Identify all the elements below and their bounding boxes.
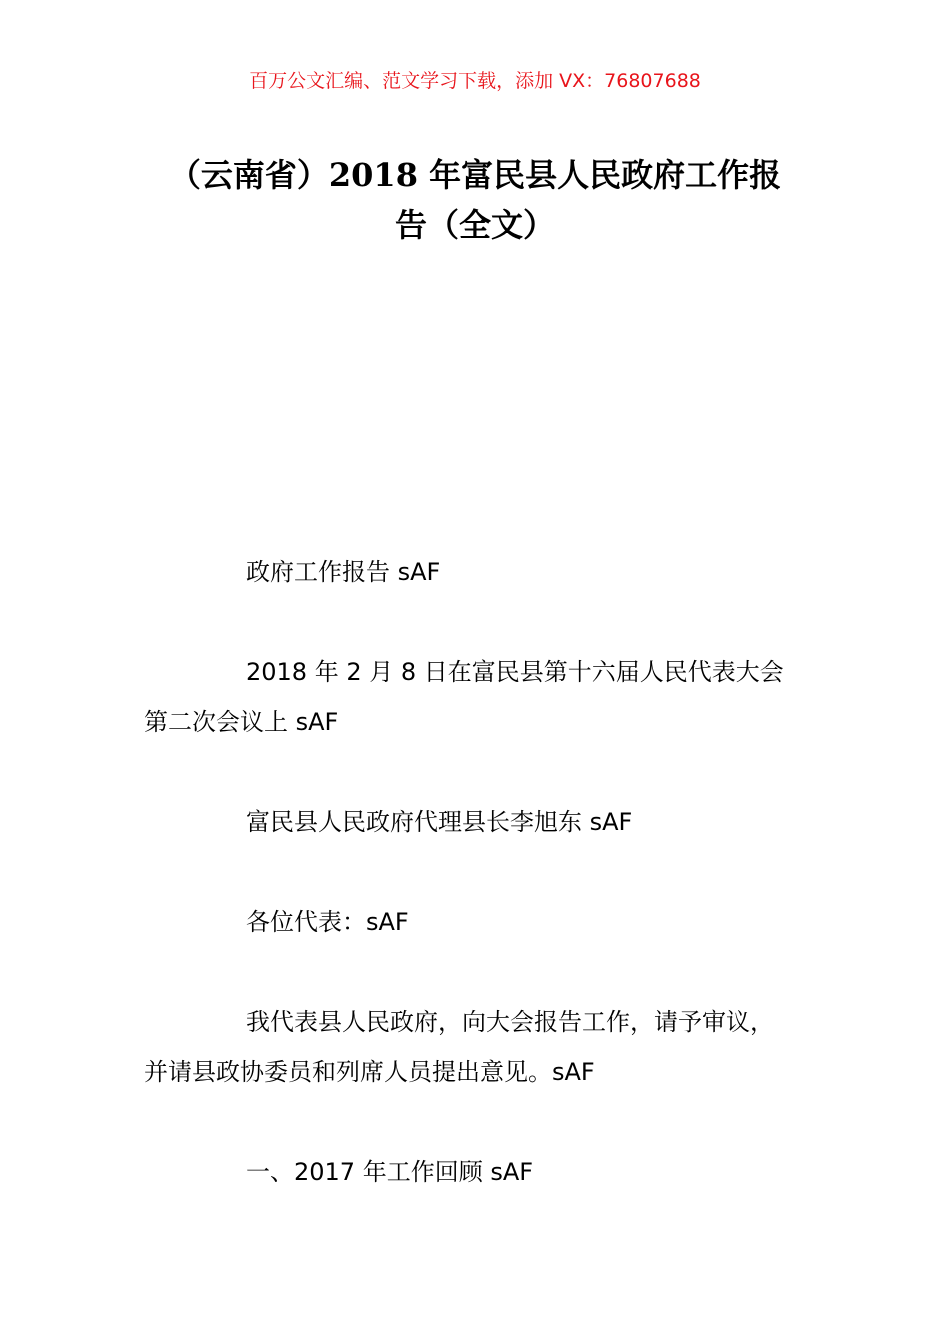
section-heading-review xyxy=(144,1147,834,1197)
paragraph-line: 富民县人民政府代理县长李旭东 sAF xyxy=(246,808,633,836)
paragraph-meeting-date xyxy=(144,647,834,747)
paragraph-salutation xyxy=(144,897,834,947)
document-title-line-2: 告（全文） xyxy=(394,206,555,244)
header-watermark-note: 百万公文汇编、范文学习下载，添加 VX：76807688 xyxy=(249,70,701,92)
paragraph-line: 政府工作报告 sAF xyxy=(246,558,441,586)
paragraph-line: 并请县政协委员和列席人员提出意见。sAF xyxy=(144,1058,595,1086)
paragraph-line: 我代表县人民政府，向大会报告工作，请予审议， xyxy=(246,1008,774,1036)
paragraph-line: 一、2017 年工作回顾 sAF xyxy=(246,1158,534,1186)
paragraph-intro xyxy=(144,997,834,1097)
paragraph-speaker xyxy=(144,797,834,847)
paragraph-report-label xyxy=(144,547,834,597)
document-title xyxy=(140,150,810,250)
paragraph-line: 各位代表：sAF xyxy=(246,908,409,936)
document-title-line-1: （云南省）2018 年富民县人民政府工作报 xyxy=(168,156,782,194)
paragraph-line: 第二次会议上 sAF xyxy=(144,708,339,736)
paragraph-line: 2018 年 2 月 8 日在富民县第十六届人民代表大会 xyxy=(246,658,784,686)
